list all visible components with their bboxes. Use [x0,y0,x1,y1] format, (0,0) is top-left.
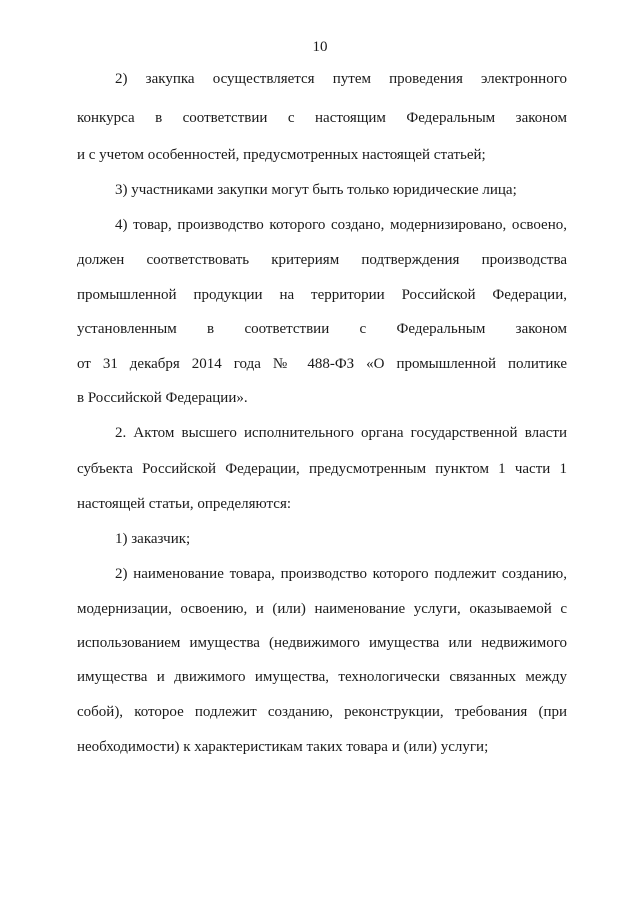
text-line: должен соответствовать критериям подтверждения производства [77,252,567,268]
text-line: 1) заказчик; [115,531,191,547]
text-line: установленным в соответствии с Федеральным законом [77,321,567,337]
text-line: настоящей статьи, определяются: [77,496,292,512]
text-line: 2) наименование товара, производство которого подлежит созданию, [115,566,567,582]
text-line: использованием имущества (недвижимого имущества или недвижимого [77,635,567,651]
text-line: конкурса в соответствии с настоящим Федеральным законом [77,110,567,126]
page-number: 10 [312,39,328,55]
text-line: в Российской Федерации». [77,390,248,406]
text-line: и с учетом особенностей, предусмотренных настоящей статьей; [77,147,486,163]
text-line: 2) закупка осуществляется путем проведения электронного [115,71,567,87]
text-line: от 31 декабря 2014 года № 488-ФЗ «О промышленной политике [77,356,567,372]
text-line: 3) участниками закупки могут быть только юридические лица; [115,182,517,198]
text-line: модернизации, освоению, и (или) наименование услуги, оказываемой с [77,601,567,617]
text-line: имущества и движимого имущества, технологически связанных между [77,669,567,685]
text-line: промышленной продукции на территории Российской Федерации, [77,287,567,303]
text-line: собой), которое подлежит созданию, реконструкции, требования (при [77,704,567,720]
text-line: 2. Актом высшего исполнительного органа государственной власти [115,425,567,441]
text-line: 4) товар, производство которого создано, модернизировано, освоено, [115,217,567,233]
text-line: субъекта Российской Федерации, предусмотренным пунктом 1 части 1 [77,461,567,477]
text-line: необходимости) к характеристикам таких товара и (или) услуги; [77,739,489,755]
